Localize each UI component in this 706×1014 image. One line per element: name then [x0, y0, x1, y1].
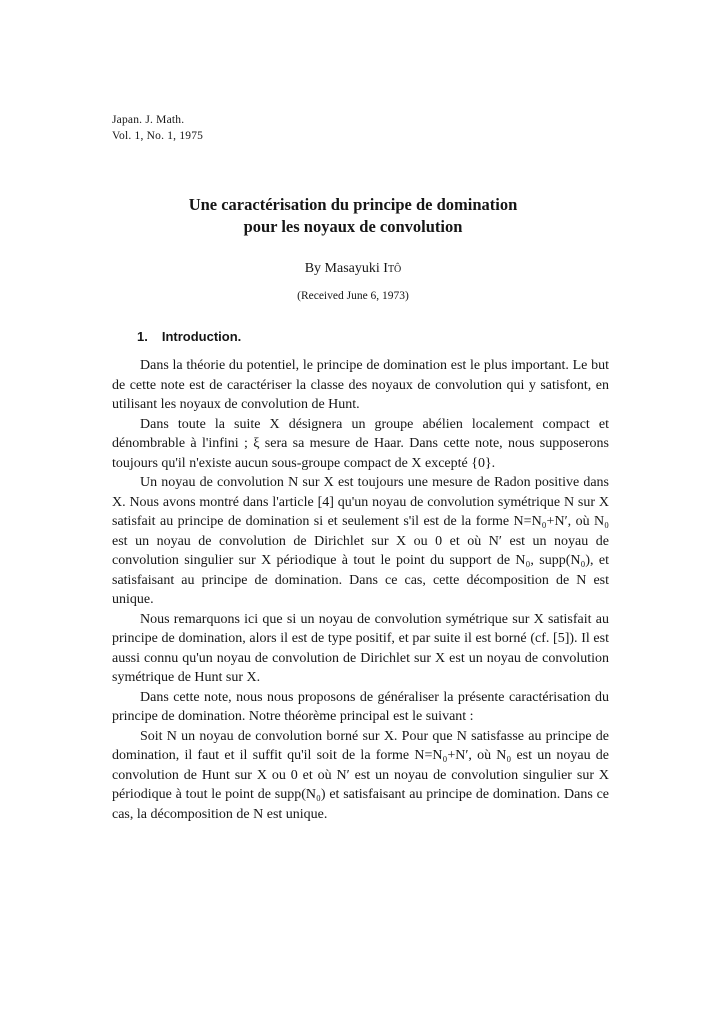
paragraph-3: Un noyau de convolution N sur X est toujours une mesure de Radon positive dans X. Nous avons montré dans l'article [4] qu'un noyau de convolution symétrique N sur X satisfait au principe de domination si et seulement s'il est de la forme N=N₀+N′, où N₀ est un noyau de convolution de Dirichlet sur X ou 0 et où N′ est un noyau de convolution singulier sur X périodique à tout le point du support de N₀, supp(N₀), et satisfaisant au principe de domination. Dans ce cas, cette décomposition de N est unique. [112, 475, 609, 607]
paragraph-5: Dans cette note, nous nous proposons de généraliser la présente caractérisation du principe de domination. Notre théorème principal est le suivant : [112, 689, 609, 724]
journal-name: Japan. J. Math. [112, 114, 185, 126]
journal-volume: Vol. 1, No. 1, 1975 [112, 130, 204, 142]
section-heading [137, 329, 241, 344]
paragraph-4: Nous remarquons ici que si un noyau de convolution symétrique sur X satisfait au principe de domination, alors il est de type positif, et par suite il est borné (cf. [5]). Il est aussi connu qu'un noyau de convolution de Dirichlet sur X est un noyau de convolution symétrique de Hunt sur X. [112, 611, 609, 685]
author-prefix: By Masayuki [304, 261, 380, 276]
author-surname: Itô [383, 261, 402, 276]
paragraph-2: Dans toute la suite X désignera un groupe abélien localement compact et dénombrable à l'infini ; ξ sera sa mesure de Haar. Dans cette note, nous supposerons toujours qu'il n'existe aucun sous-groupe compact de X excepté {0}. [112, 416, 609, 471]
body-text [112, 356, 609, 824]
section-number: 1. [137, 329, 148, 344]
journal-header [112, 112, 203, 144]
paragraph-6: Soit N un noyau de convolution borné sur X. Pour que N satisfasse au principe de domination, il faut et il suffit qu'il soit de la forme N=N₀+N′, où N₀ est un noyau de convolution de Hunt sur X ou 0 et où N′ est un noyau de convolution singulier sur X périodique à tout le point de supp(N₀) et satisfaisant au principe de domination. Dans ce cas, la décomposition de N est unique. [112, 728, 609, 822]
paper-title [0, 194, 706, 238]
title-line-2: pour les noyaux de convolution [243, 217, 463, 236]
section-title: Introduction. [161, 329, 242, 344]
author-line [0, 259, 706, 279]
paragraph-1: Dans la théorie du potentiel, le principe de domination est le plus important. Le but de cette note est de caractériser la classe des noyaux de convolution qui y satisfont, en utilisant les noyaux de convolution de Hunt. [112, 358, 609, 412]
title-line-1: Une caractérisation du principe de domination [188, 195, 518, 214]
received-date: (Received June 6, 1973) [297, 290, 409, 302]
